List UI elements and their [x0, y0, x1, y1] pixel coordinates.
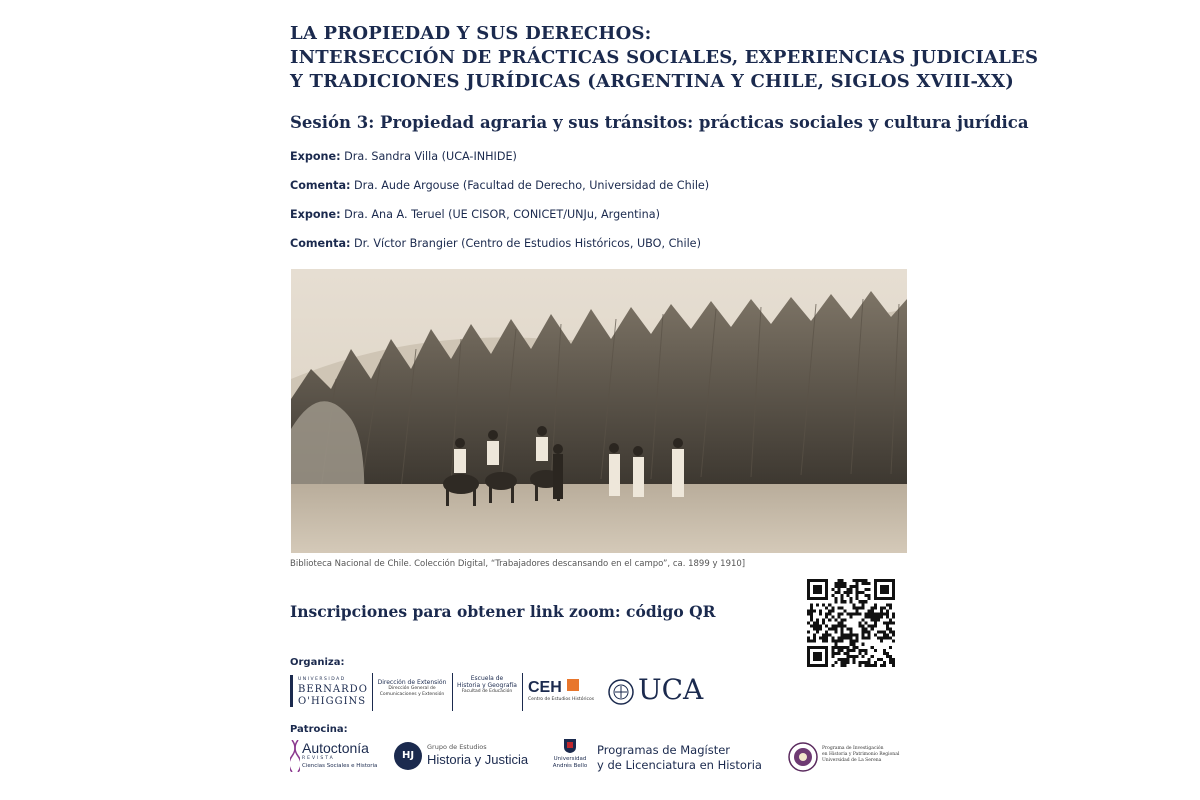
laserena-seal-icon: [788, 742, 818, 772]
speaker-role: Comenta:: [290, 179, 351, 192]
speaker-row: [290, 208, 709, 237]
registration-text: Inscripciones para obtener link zoom: código QR: [290, 602, 716, 621]
title-line-3: Y TRADICIONES JURÍDICAS (ARGENTINA Y CHILE, SIGLOS XVIII-XX): [290, 71, 1014, 92]
laserena-logo: Programa de Investigación en Historia y Patrimonio Regional Universidad de La Serena: [788, 742, 928, 774]
speaker-role: Expone:: [290, 150, 341, 163]
organiza-label: Organiza:: [290, 657, 345, 668]
speaker-row: [290, 150, 709, 179]
speaker-row: [290, 237, 709, 266]
speaker-name: Dra. Ana A. Teruel (UE CISOR, CONICET/UNJu, Argentina): [344, 208, 660, 221]
historical-photo: [291, 269, 907, 553]
speaker-list: [290, 150, 709, 266]
speaker-role: Expone:: [290, 208, 341, 221]
ceh-logo: CEH Centro de Estudios Históricos: [528, 679, 595, 702]
speaker-role: Comenta:: [290, 237, 351, 250]
poster-title: [290, 22, 1039, 94]
book-icon: [567, 679, 579, 691]
extension-logo: Dirección de Extensión Dirección General de Comunicaciones y Extensión: [377, 679, 447, 697]
registration-qr-code[interactable]: [807, 579, 895, 667]
unab-crest-icon: [562, 738, 578, 754]
speaker-name: Dr. Víctor Brangier (Centro de Estudios Históricos, UBO, Chile): [354, 237, 701, 250]
photo-caption: Biblioteca Nacional de Chile. Colección Digital, “Trabajadores descansando en el campo”, ca. 1899 y 1910]: [290, 559, 746, 569]
dna-icon: [290, 740, 300, 772]
speaker-row: [290, 179, 709, 208]
uca-seal-icon: [608, 679, 634, 705]
speaker-name: Dra. Aude Argouse (Facultad de Derecho, Universidad de Chile): [354, 179, 710, 192]
autoctonia-logo: Autoctonía REVISTA Ciencias Sociales e Historia: [290, 738, 385, 774]
patrocina-label: Patrocina:: [290, 724, 348, 735]
organizer-logos: UNIVERSIDAD BERNARDO O'HIGGINS Dirección de Extensión Dirección General de Comunicaciones y Extensión Escuela de Historia y Geografía Facultad de Educación CEH Centro de Estudios Históricos UCA: [290, 671, 930, 713]
escuela-historia-logo: Escuela de Historia y Geografía Facultad de Educación: [457, 675, 517, 694]
event-poster: [290, 0, 1039, 800]
speaker-name: Dra. Sandra Villa (UCA-INHIDE): [344, 150, 517, 163]
sponsor-logos: [290, 738, 930, 778]
session-title: Sesión 3: Propiedad agraria y sus tránsitos: prácticas sociales y cultura jurídica: [290, 113, 1029, 132]
unab-logo: Universidad Andrés Bello: [552, 738, 588, 778]
ubo-logo: UNIVERSIDAD BERNARDO O'HIGGINS: [290, 671, 368, 711]
programas-historia-text: Programas de Magíster y de Licenciatura en Historia: [597, 743, 762, 772]
hj-monogram-icon: HJ: [394, 742, 422, 770]
title-line-2: INTERSECCIÓN DE PRÁCTICAS SOCIALES, EXPERIENCIAS JUDICIALES: [290, 47, 1039, 68]
historia-justicia-logo: HJ Grupo de Estudios Historia y Justicia: [394, 740, 544, 776]
title-line-1: LA PROPIEDAD Y SUS DERECHOS:: [290, 23, 652, 44]
